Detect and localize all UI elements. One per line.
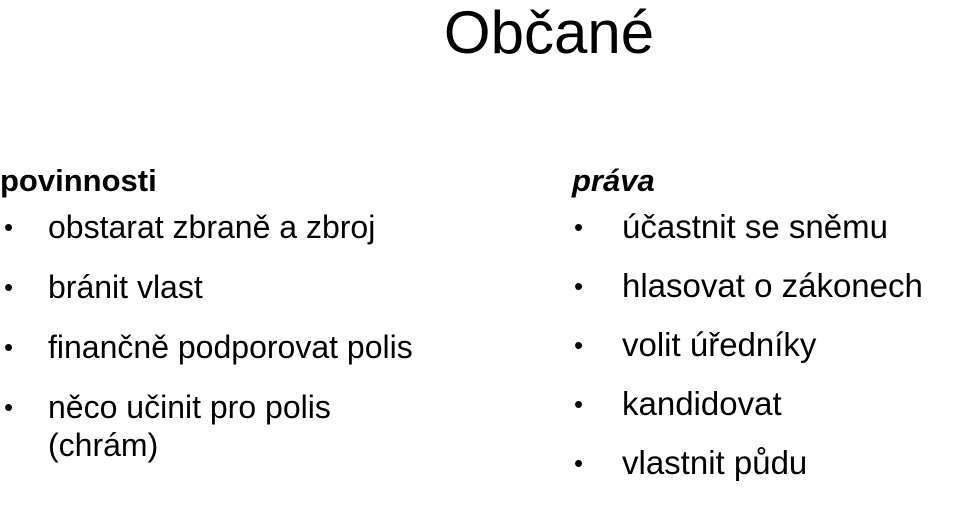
list-item bbox=[0, 268, 540, 306]
list-item bbox=[572, 444, 960, 482]
bullet-icon: • bbox=[4, 332, 14, 362]
duty-text: něco učinit pro polis (chrám) bbox=[48, 389, 331, 463]
slide-title: Občané bbox=[443, 0, 655, 66]
duties-list bbox=[0, 208, 540, 464]
list-item bbox=[0, 388, 540, 464]
duty-text: bránit vlast bbox=[48, 269, 203, 305]
right-text: vlastnit půdu bbox=[622, 444, 808, 481]
right-text: účastnit se sněmu bbox=[622, 208, 888, 245]
bullet-icon: • bbox=[574, 389, 584, 419]
rights-column bbox=[572, 160, 960, 503]
bullet-icon: • bbox=[574, 448, 584, 478]
bullet-icon: • bbox=[574, 212, 584, 242]
bullet-icon: • bbox=[574, 330, 584, 360]
bullet-icon: • bbox=[4, 392, 14, 422]
list-item bbox=[572, 385, 960, 423]
right-text: kandidovat bbox=[622, 385, 782, 422]
right-text: volit úředníky bbox=[622, 326, 817, 363]
bullet-icon: • bbox=[574, 271, 584, 301]
bullet-icon: • bbox=[4, 212, 14, 242]
list-item bbox=[0, 208, 540, 246]
duties-column bbox=[0, 160, 540, 486]
rights-list bbox=[572, 208, 960, 482]
list-item bbox=[0, 328, 540, 366]
duty-text: finančně podporovat polis bbox=[48, 329, 413, 365]
list-item bbox=[572, 208, 960, 246]
list-item bbox=[572, 326, 960, 364]
list-item bbox=[572, 267, 960, 305]
duty-text: obstarat zbraně a zbroj bbox=[48, 209, 376, 245]
right-text: hlasovat o zákonech bbox=[622, 267, 923, 304]
duties-heading: povinnosti bbox=[0, 163, 157, 198]
bullet-icon: • bbox=[4, 272, 14, 302]
rights-heading: práva bbox=[572, 163, 655, 198]
